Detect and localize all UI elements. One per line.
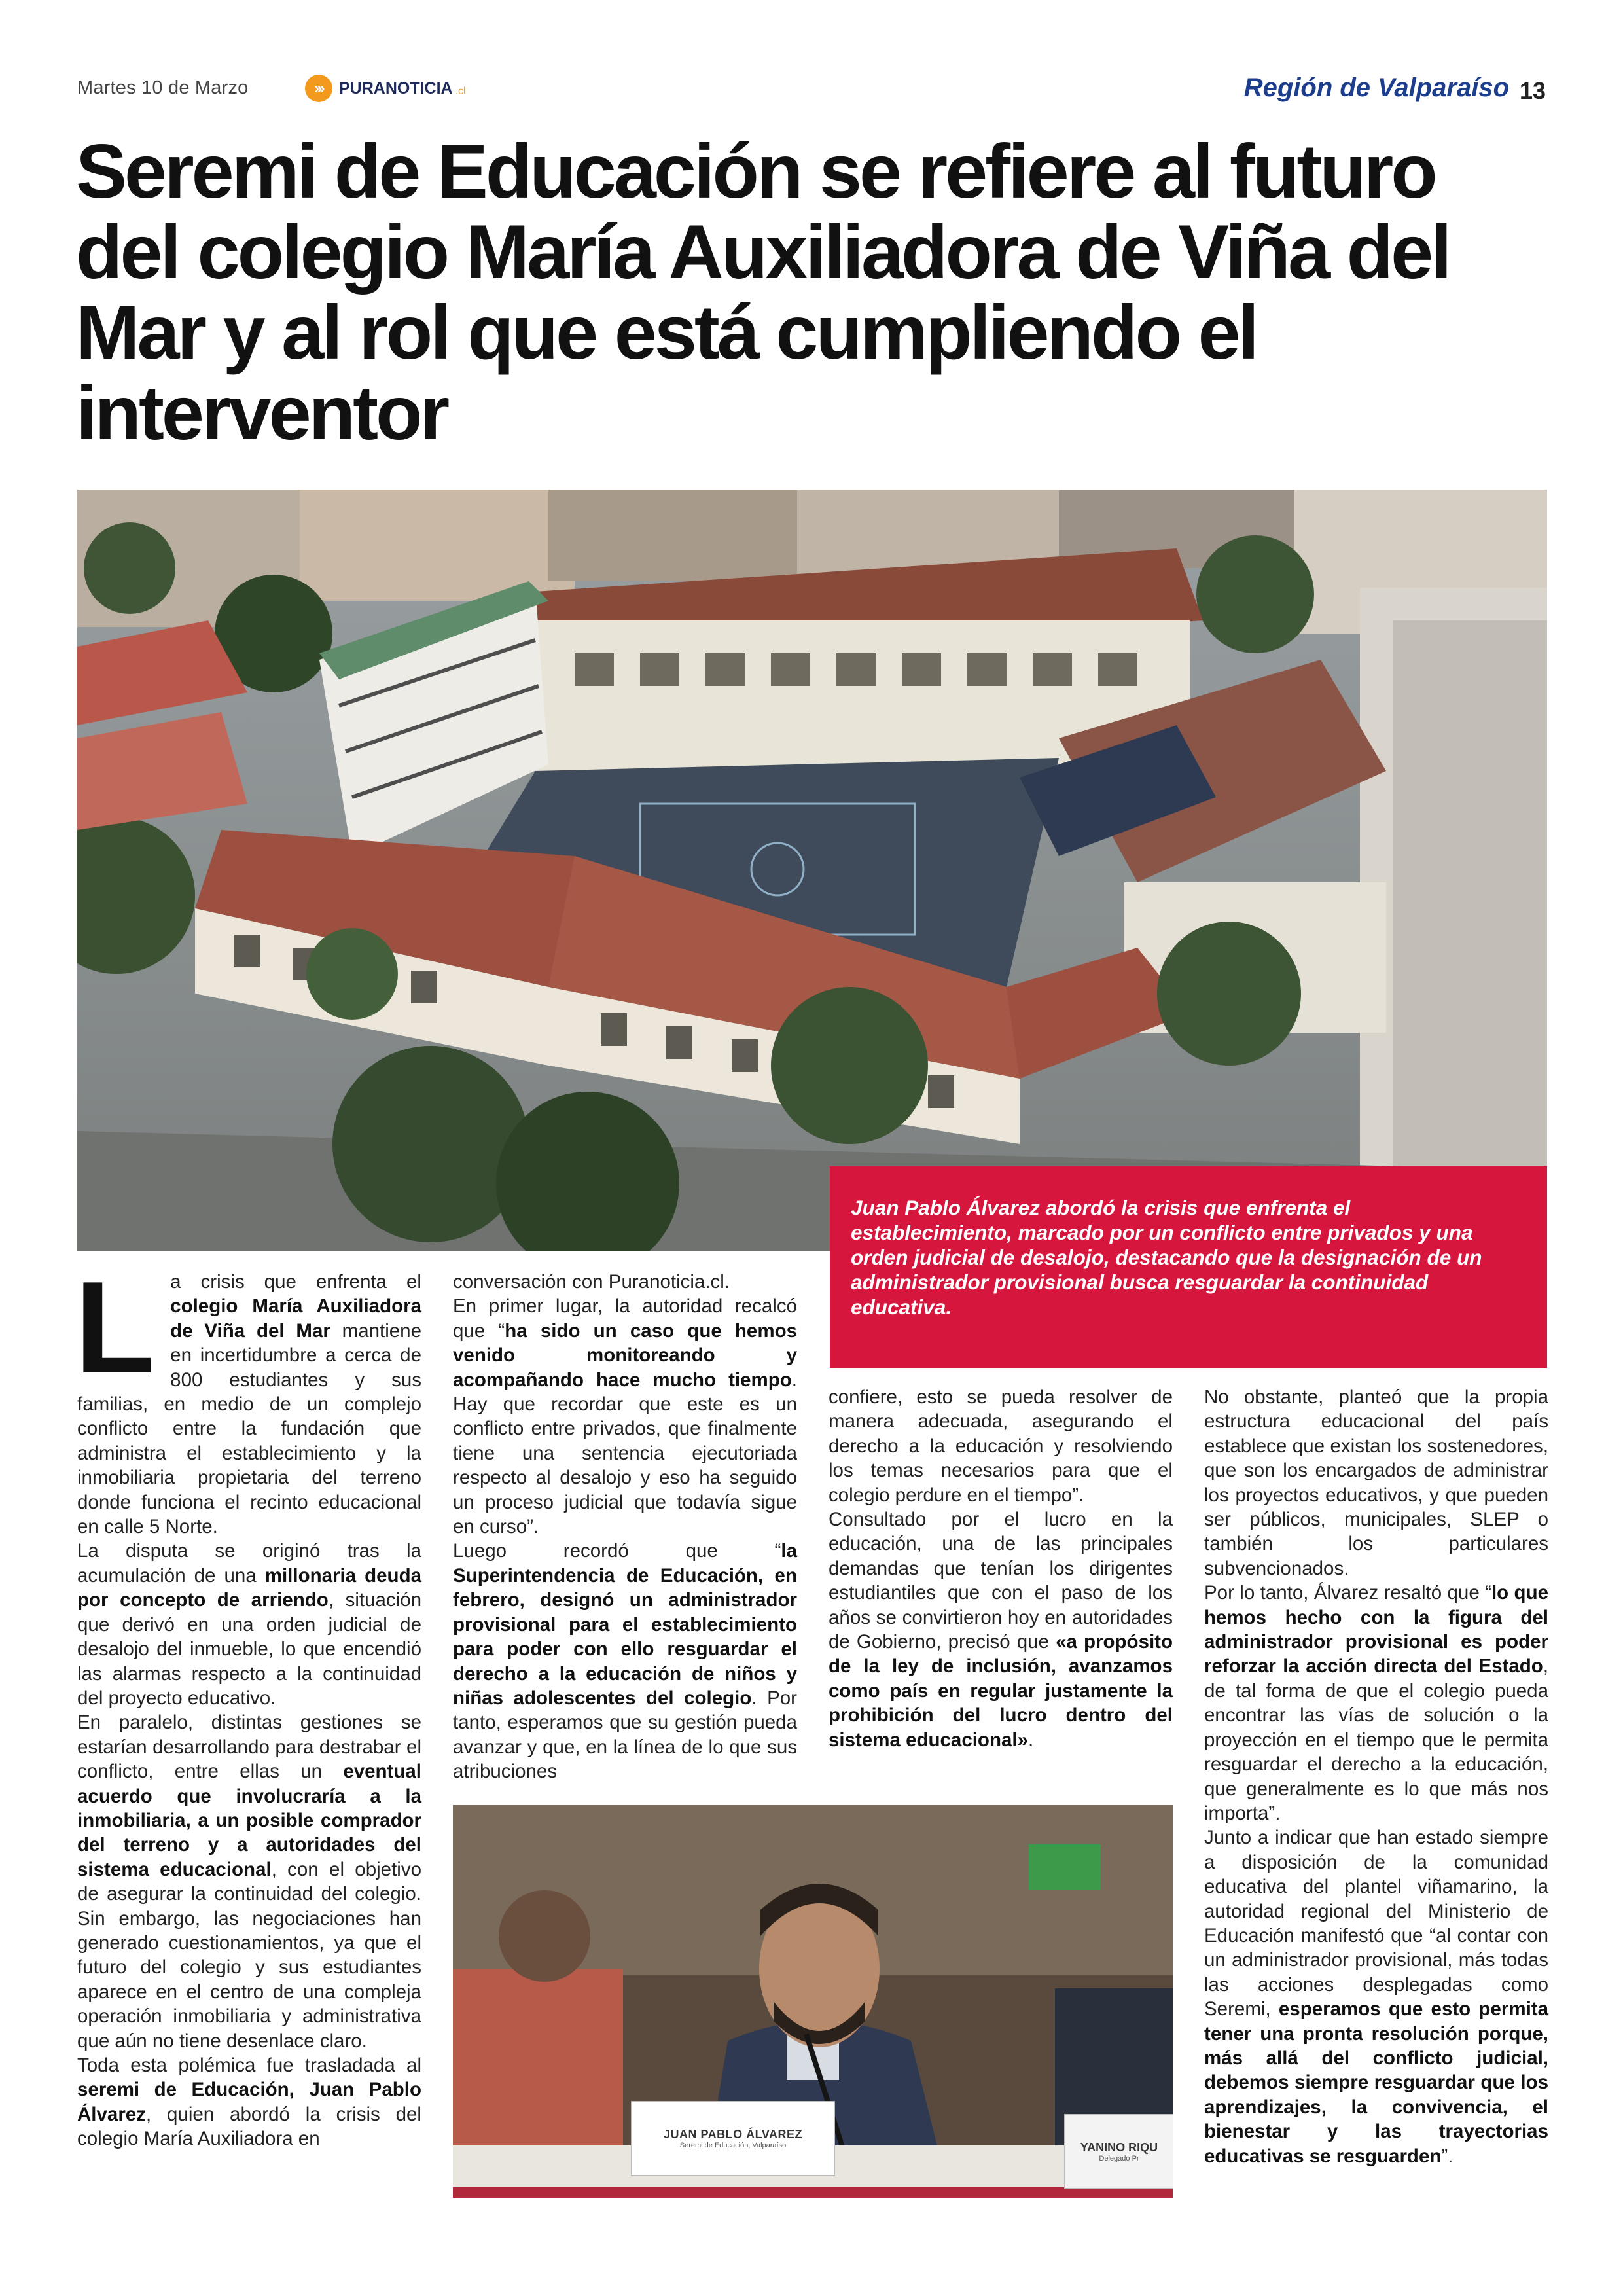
paragraph: Por lo tanto, Álvarez resaltó que “lo que hemos hecho con la figura del administrador provisional es poder reforzar la acción directa del Estado, de tal forma de que el colegio pueda encontrar las vías de solución o la proyección en el tiempo que le permita resguardar el derecho a la educación, que generalmente es lo que más nos importa”. bbox=[1204, 1582, 1549, 1824]
section-name: Región de Valparaíso bbox=[1243, 73, 1509, 102]
paragraph: Luego recordó que “la Superintendencia de Educación, en febrero, designó un administrador provisional para el establecimiento para poder con ello resguardar el derecho a la educación de niños y niñas adolescentes del colegio. Por tanto, esperamos que su gestión pueda avanzar y que, en la línea de lo que sus atribuciones bbox=[453, 1540, 797, 1783]
nameplate bbox=[631, 2101, 835, 2176]
article-column-2 bbox=[453, 1270, 797, 1784]
paragraph: confiere, esto se pueda resolver de manera adecuada, asegurando el derecho a la educación y resolviendo los temas necesarios para que el colegio perdure en el tiempo”. bbox=[829, 1386, 1173, 1506]
issue-date: Martes 10 de Marzo bbox=[77, 77, 249, 98]
article-column-4 bbox=[1204, 1385, 1548, 2168]
logo-arrows-icon: ››› bbox=[305, 75, 332, 102]
paragraph: Toda esta polémica fue trasladada al seremi de Educación, Juan Pablo Álvarez, quien abordó la crisis del colegio María Auxiliadora en bbox=[77, 2054, 421, 2150]
drop-cap: L bbox=[75, 1255, 155, 1401]
aerial-school-illustration bbox=[77, 490, 1547, 1251]
paragraph: En primer lugar, la autoridad recalcó que “ha sido un caso que hemos venido monitoreando y acompañando hace mucho tiempo. Hay que recordar que este es un conflicto entre privados, que finalmente tiene una sentencia ejecutoriada respecto al desalojo y eso ha seguido un proceso judicial que todavía sigue en curso”. bbox=[453, 1295, 797, 1538]
nameplate-role: Seremi de Educación, Valparaíso bbox=[679, 2141, 787, 2149]
paragraph: a crisis que enfrenta el colegio María Auxiliadora de Viña del Mar mantiene en incertidumbre a cerca de 800 estudiantes y sus familias, en medio de un complejo conflicto entre la fundación que administra el establecimiento y la inmobiliaria propietaria del terreno donde funciona el recinto educacional en calle 5 Norte. bbox=[77, 1271, 421, 1538]
article-title: Seremi de Educación se refiere al futuro del colegio María Auxiliadora de Viña del Mar y al rol que está cumpliendo el interventor bbox=[76, 128, 1450, 456]
nameplate-name: JUAN PABLO ÁLVAREZ bbox=[663, 2127, 802, 2141]
nameplate-name: YANINO RIQU bbox=[1080, 2140, 1158, 2154]
article-column-1 bbox=[75, 1255, 422, 2151]
speaker-photo bbox=[453, 1805, 1173, 2198]
paragraph: En paralelo, distintas gestiones se estarían desarrollando para destrabar el conflicto, entre ellas un eventual acuerdo que involucraría a la inmobiliaria, a un posible comprador del terreno y a autoridades del sistema educacional, con el objetivo de asegurar la continuidad del colegio. Sin embargo, las negociaciones han generado cuestionamientos, ya que el futuro del colegio y sus estudiantes aparece en el centro de una compleja operación inmobiliaria y administrativa que aún no tiene desenlace claro. bbox=[77, 1712, 421, 2052]
paragraph: No obstante, planteó que la propia estructura educacional del país establece que existan los sostenedores, que son los encargados de administrar los proyectos educativos, y que pueden ser públicos, municipales, SLEP o también los particulares subvencionados. bbox=[1204, 1386, 1548, 1579]
article-column-3 bbox=[829, 1385, 1173, 1752]
logo-text: PURANOTICIA bbox=[339, 79, 453, 98]
photo-caption-box bbox=[830, 1166, 1547, 1368]
nameplate-role: Delegado Pr bbox=[1099, 2154, 1139, 2162]
logo-tld: .cl bbox=[455, 86, 466, 97]
page-number: 13 bbox=[1519, 77, 1546, 104]
paragraph: Junto a indicar que han estado siempre a disposición de la comunidad educativa del plantel viñamarino, la autoridad regional del Ministerio de Educación manifestó que “al contar con un administrador provisional, más todas las acciones desplegadas como Seremi, esperamos que esto permita tener una pronta resolución porque, más allá del conflicto judicial, debemos siempre resguardar que los aprendizajes, la convivencia, el bienestar y las trayectorias educativas se resguarden”. bbox=[1204, 1827, 1548, 2167]
paragraph: La disputa se originó tras la acumulación de una millonaria deuda por concepto de arriendo, situación que derivó en una orden judicial de desalojo del inmueble, lo que encendió las alarmas respecto a la continuidad del proyecto educativo. bbox=[77, 1540, 422, 1709]
paragraph: conversación con Puranoticia.cl. bbox=[453, 1271, 730, 1293]
puranoticia-logo bbox=[305, 75, 466, 102]
photo-caption: Juan Pablo Álvarez abordó la crisis que enfrenta el establecimiento, marcado por un conflicto entre privados y una orden judicial de desalojo, destacando que la designación de un administrador provisional busca resguardar la continuidad educativa. bbox=[851, 1196, 1482, 1319]
nameplate-secondary bbox=[1064, 2114, 1173, 2189]
paragraph: Consultado por el lucro en la educación, una de las principales demandas que tenían los dirigentes estudiantiles que con el paso de los años se convirtieron hoy en autoridades de Gobierno, precisó que «a propósito de la ley de inclusión, avanzamos como país en regular justamente la prohibición del lucro dentro del sistema educacional». bbox=[829, 1509, 1173, 1751]
main-photo bbox=[77, 490, 1547, 1251]
